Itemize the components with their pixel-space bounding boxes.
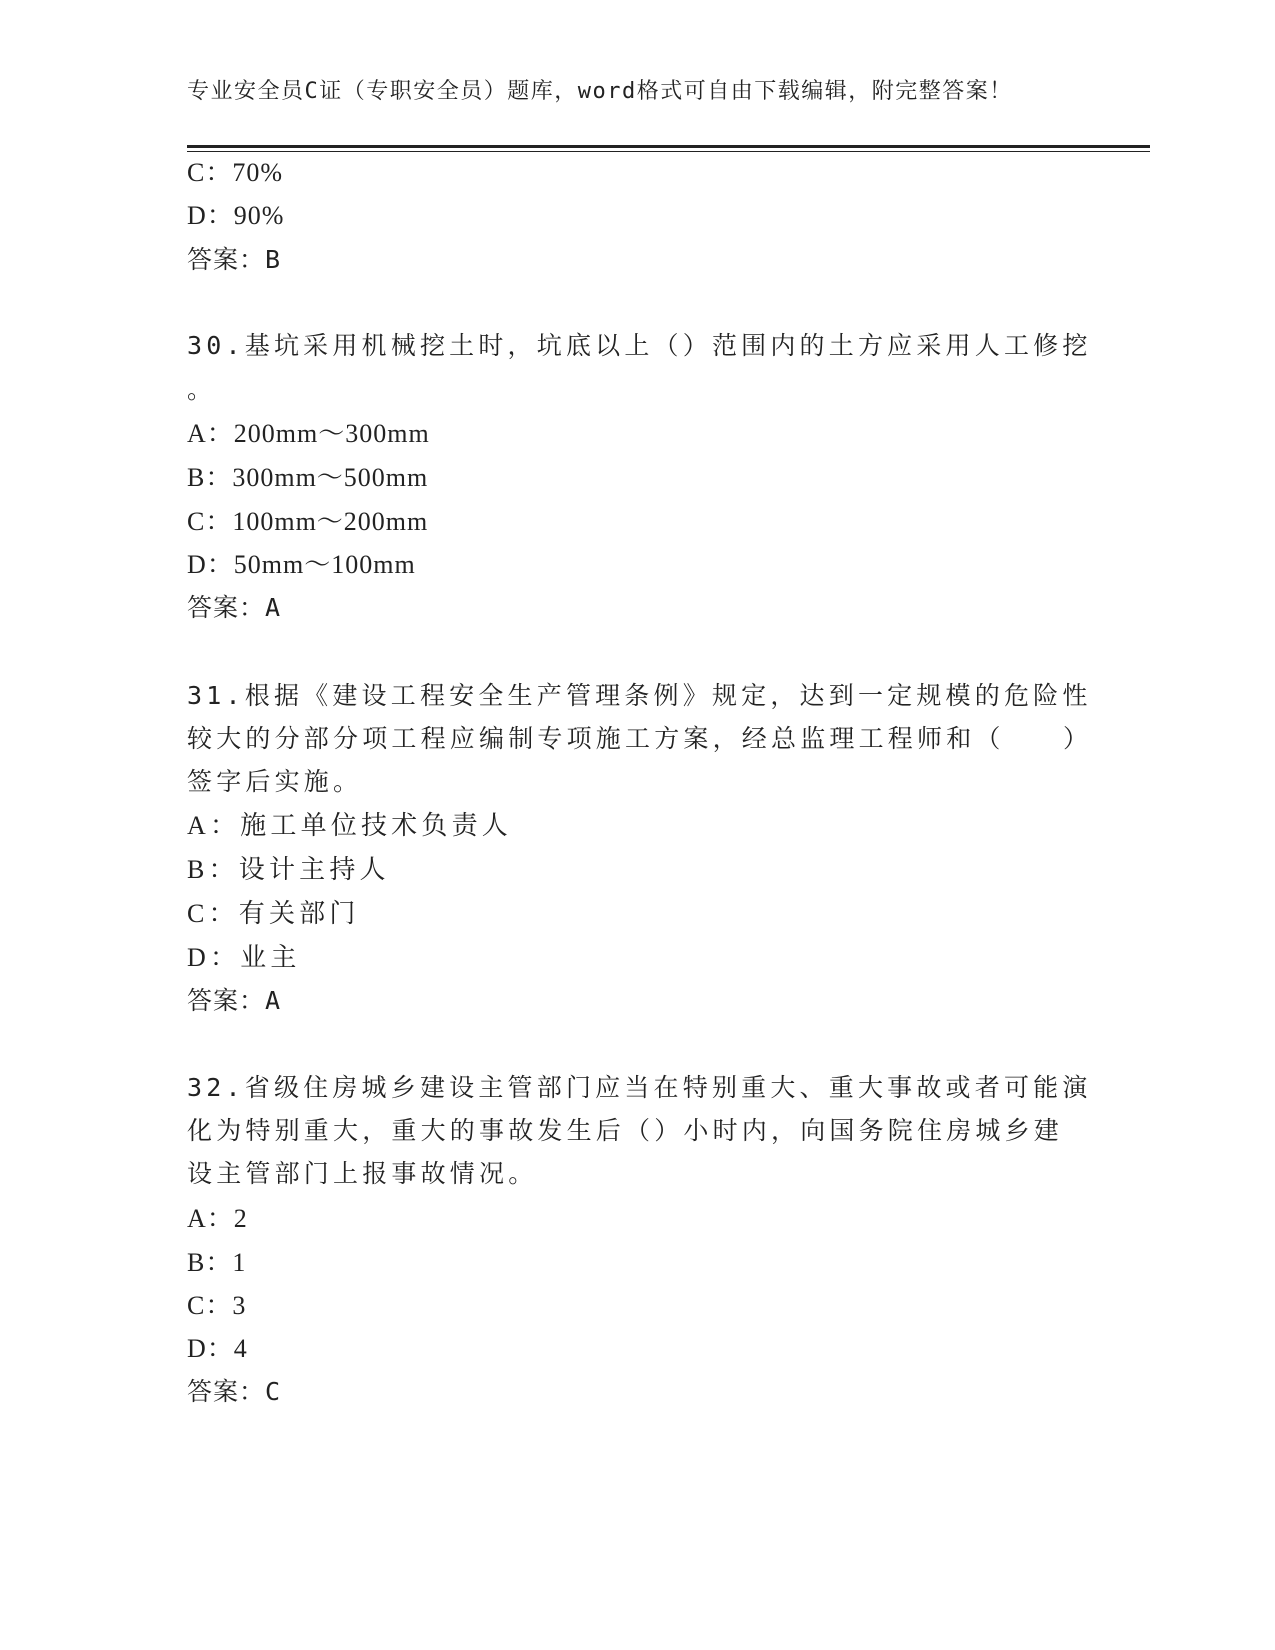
header-rule-thin (187, 151, 1150, 152)
option-d: D：业主 (187, 943, 301, 972)
option-b: B：设计主持人 (187, 855, 390, 884)
header-rule-thick (187, 145, 1150, 148)
question-30-line-2: 。 (187, 375, 217, 404)
option-a: A：200mm～300mm (187, 419, 430, 448)
answer: 答案：B (187, 245, 282, 274)
answer: 答案：C (187, 1377, 282, 1406)
option-d: D：90% (187, 201, 285, 230)
option-d: D：4 (187, 1334, 248, 1363)
option-c: C：3 (187, 1291, 247, 1320)
option-c: C：有关部门 (187, 899, 360, 928)
answer: 答案：A (187, 986, 282, 1015)
question-31-line-3: 签字后实施。 (187, 767, 363, 796)
question-31-line-1: 31.根据《建设工程安全生产管理条例》规定，达到一定规模的危险性 (187, 681, 1092, 710)
option-b: B：300mm～500mm (187, 463, 429, 492)
question-32-line-3: 设主管部门上报事故情况。 (187, 1159, 538, 1188)
option-b: B：1 (187, 1248, 247, 1277)
question-31-line-2: 较大的分部分项工程应编制专项施工方案，经总监理工程师和（ ） (187, 724, 1093, 753)
question-32-line-1: 32.省级住房城乡建设主管部门应当在特别重大、重大事故或者可能演 (187, 1073, 1092, 1102)
option-a: A：施工单位技术负责人 (187, 811, 512, 840)
page-header: 专业安全员C证（专职安全员）题库，word格式可自由下载编辑，附完整答案！ (187, 79, 1013, 104)
option-c: C：100mm～200mm (187, 507, 429, 536)
answer: 答案：A (187, 593, 282, 622)
option-d: D：50mm～100mm (187, 550, 416, 579)
option-c: C：70% (187, 158, 284, 187)
question-32-line-2: 化为特别重大，重大的事故发生后（）小时内，向国务院住房城乡建 (187, 1116, 1064, 1145)
option-a: A：2 (187, 1204, 248, 1233)
question-30-line-1: 30.基坑采用机械挖土时，坑底以上（）范围内的土方应采用人工修挖 (187, 331, 1092, 360)
